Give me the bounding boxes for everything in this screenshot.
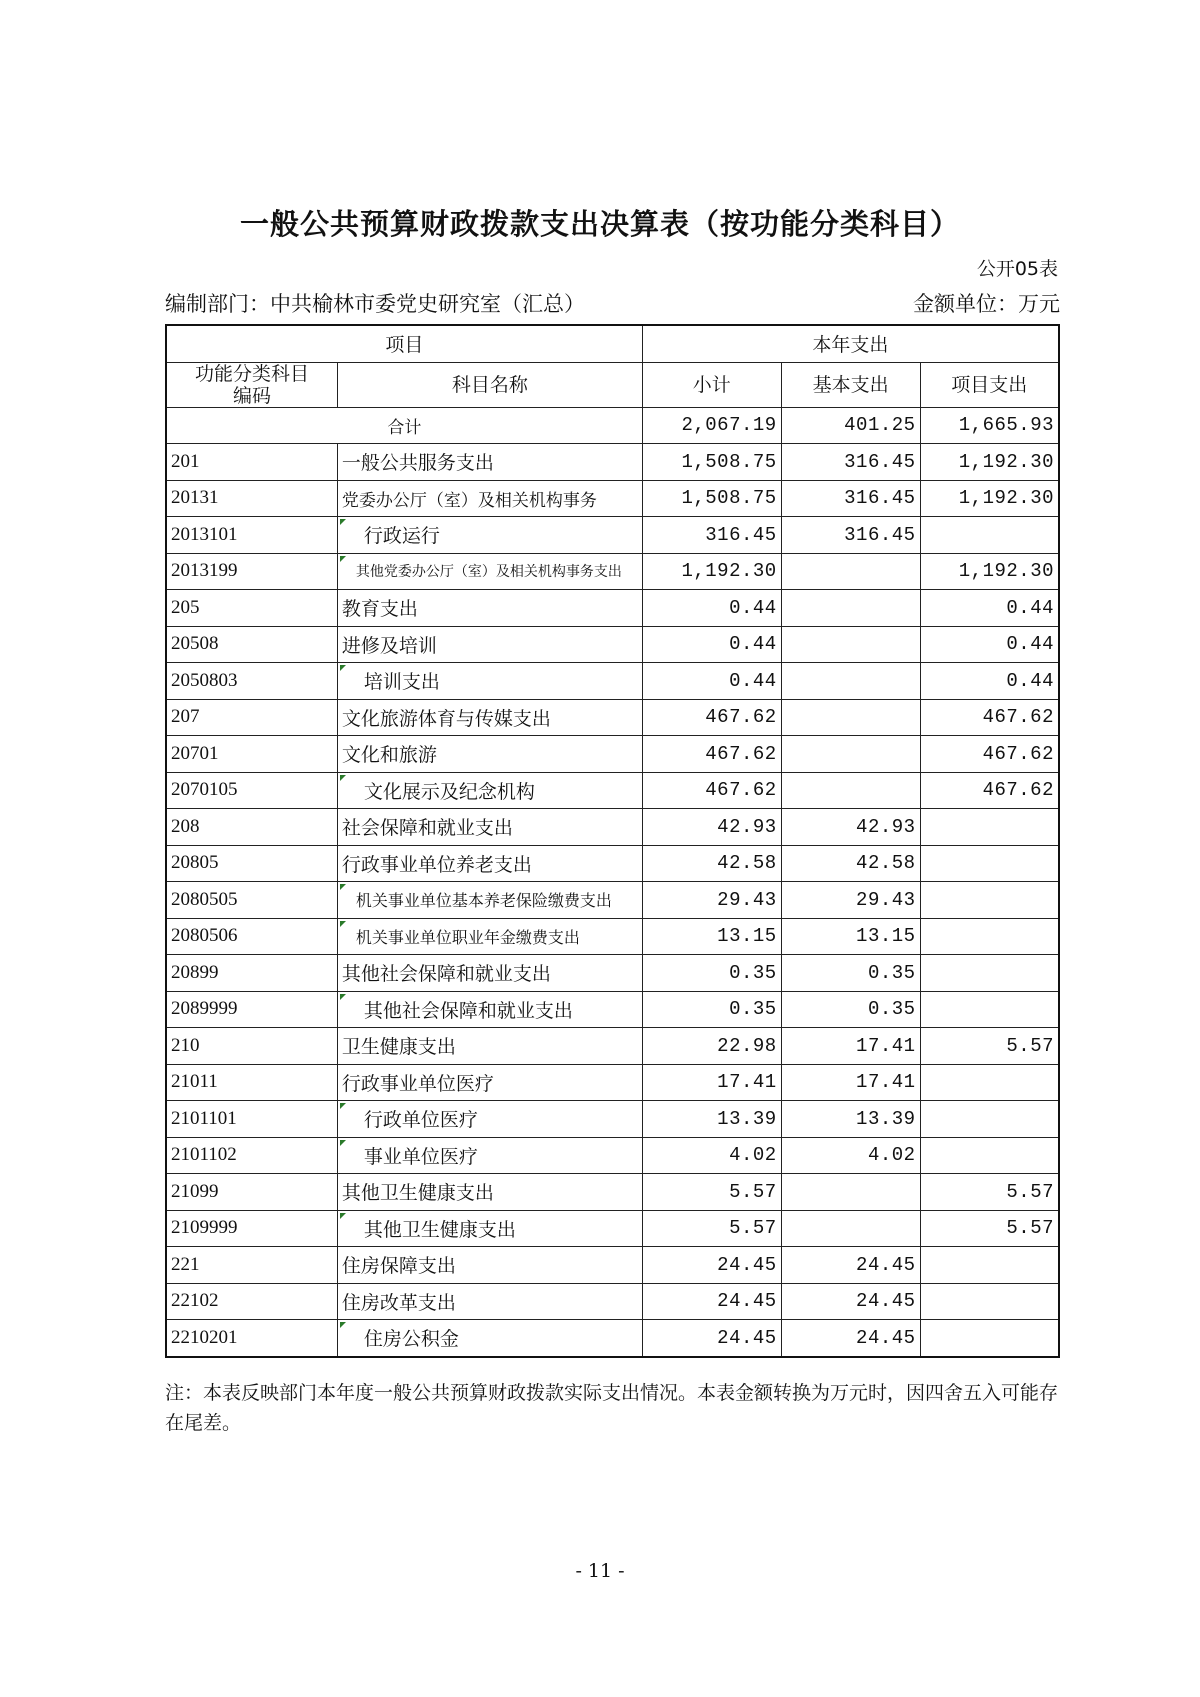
- row-project: 0.44: [920, 626, 1059, 663]
- row-code: 2050803: [166, 663, 337, 700]
- header-current-year: 本年支出: [642, 325, 1059, 362]
- row-code: 208: [166, 809, 337, 846]
- row-subtotal: 29.43: [642, 882, 781, 919]
- row-project: 0.44: [920, 590, 1059, 627]
- row-subtotal: 0.44: [642, 626, 781, 663]
- row-subtotal: 13.39: [642, 1101, 781, 1138]
- row-basic: [781, 1210, 920, 1247]
- department-label: 编制部门：中共榆林市委党史研究室（汇总）: [165, 292, 585, 316]
- row-code: 207: [166, 699, 337, 736]
- row-name: 其他卫生健康支出: [337, 1174, 642, 1211]
- table-row: [166, 1101, 1059, 1138]
- row-name: 其他社会保障和就业支出: [337, 955, 642, 992]
- row-code: 2070105: [166, 772, 337, 809]
- row-name: 机关事业单位基本养老保险缴费支出: [337, 882, 642, 919]
- row-name: 卫生健康支出: [337, 1028, 642, 1065]
- table-row: [166, 736, 1059, 773]
- footnote: 注：本表反映部门本年度一般公共预算财政拨款实际支出情况。本表金额转换为万元时，因四舍五入可能存在尾差。: [165, 1382, 1059, 1434]
- row-code: 20805: [166, 845, 337, 882]
- row-subtotal: 22.98: [642, 1028, 781, 1065]
- row-basic: [781, 626, 920, 663]
- row-code: 2080506: [166, 918, 337, 955]
- row-project: [920, 517, 1059, 554]
- row-basic: [781, 736, 920, 773]
- row-subtotal: 17.41: [642, 1064, 781, 1101]
- total-row: [166, 407, 1059, 444]
- row-name: 党委办公厅（室）及相关机构事务: [337, 480, 642, 517]
- row-basic: 316.45: [781, 444, 920, 481]
- table-row: [166, 553, 1059, 590]
- row-code: 22102: [166, 1283, 337, 1320]
- row-project: 5.57: [920, 1210, 1059, 1247]
- table-row: [166, 699, 1059, 736]
- header-name: 科目名称: [337, 362, 642, 407]
- table-row: [166, 955, 1059, 992]
- row-basic: 316.45: [781, 517, 920, 554]
- row-basic: 0.35: [781, 955, 920, 992]
- row-code: 2089999: [166, 991, 337, 1028]
- table-row: [166, 1174, 1059, 1211]
- row-project: [920, 882, 1059, 919]
- row-code: 20701: [166, 736, 337, 773]
- table-row: [166, 1064, 1059, 1101]
- row-basic: 17.41: [781, 1064, 920, 1101]
- row-code: 20899: [166, 955, 337, 992]
- row-code: 205: [166, 590, 337, 627]
- row-basic: 0.35: [781, 991, 920, 1028]
- row-basic: 24.45: [781, 1320, 920, 1357]
- row-subtotal: 467.62: [642, 699, 781, 736]
- row-code: 2101102: [166, 1137, 337, 1174]
- row-project: [920, 1247, 1059, 1284]
- table-row: [166, 809, 1059, 846]
- total-basic: 401.25: [781, 407, 920, 444]
- table-row: [166, 918, 1059, 955]
- row-name: 其他社会保障和就业支出: [337, 991, 642, 1028]
- row-code: 21099: [166, 1174, 337, 1211]
- row-subtotal: 24.45: [642, 1247, 781, 1284]
- row-subtotal: 5.57: [642, 1210, 781, 1247]
- row-code: 221: [166, 1247, 337, 1284]
- row-subtotal: 1,508.75: [642, 444, 781, 481]
- table-row: [166, 1247, 1059, 1284]
- row-basic: [781, 699, 920, 736]
- row-project: 1,192.30: [920, 444, 1059, 481]
- row-name: 事业单位医疗: [337, 1137, 642, 1174]
- row-subtotal: 4.02: [642, 1137, 781, 1174]
- row-subtotal: 0.35: [642, 955, 781, 992]
- header-project-expense: 项目支出: [920, 362, 1059, 407]
- row-code: 2210201: [166, 1320, 337, 1357]
- row-name: 行政事业单位养老支出: [337, 845, 642, 882]
- form-code: 公开05表: [976, 258, 1058, 280]
- row-code: 2013199: [166, 553, 337, 590]
- row-basic: [781, 590, 920, 627]
- row-code: 2080505: [166, 882, 337, 919]
- row-subtotal: 13.15: [642, 918, 781, 955]
- table-row: [166, 444, 1059, 481]
- row-subtotal: 24.45: [642, 1283, 781, 1320]
- row-project: 1,192.30: [920, 553, 1059, 590]
- header-code: [166, 362, 337, 407]
- document-title: 一般公共预算财政拨款支出决算表（按功能分类科目）: [239, 207, 960, 241]
- total-project: 1,665.93: [920, 407, 1059, 444]
- row-project: 467.62: [920, 736, 1059, 773]
- row-basic: 29.43: [781, 882, 920, 919]
- row-name: 文化和旅游: [337, 736, 642, 773]
- row-project: [920, 1283, 1059, 1320]
- row-subtotal: 316.45: [642, 517, 781, 554]
- table-row: [166, 882, 1059, 919]
- row-subtotal: 467.62: [642, 772, 781, 809]
- row-basic: 13.15: [781, 918, 920, 955]
- row-project: [920, 1320, 1059, 1357]
- row-name: 其他卫生健康支出: [337, 1210, 642, 1247]
- table-row: [166, 1028, 1059, 1065]
- row-basic: 24.45: [781, 1283, 920, 1320]
- header-code-text: 功能分类科目编码: [194, 362, 309, 407]
- row-project: [920, 991, 1059, 1028]
- row-project: [920, 809, 1059, 846]
- row-project: 1,192.30: [920, 480, 1059, 517]
- row-code: 20508: [166, 626, 337, 663]
- row-project: 5.57: [920, 1028, 1059, 1065]
- row-basic: [781, 772, 920, 809]
- row-name: 行政运行: [337, 517, 642, 554]
- row-name: 其他党委办公厅（室）及相关机构事务支出: [337, 553, 642, 590]
- page-number: - 11 -: [575, 1560, 625, 1582]
- table-row: [166, 772, 1059, 809]
- row-project: 0.44: [920, 663, 1059, 700]
- table-row: [166, 991, 1059, 1028]
- row-name: 住房公积金: [337, 1320, 642, 1357]
- row-basic: 13.39: [781, 1101, 920, 1138]
- row-name: 文化展示及纪念机构: [337, 772, 642, 809]
- row-subtotal: 5.57: [642, 1174, 781, 1211]
- total-subtotal: 2,067.19: [642, 407, 781, 444]
- table-row: [166, 1137, 1059, 1174]
- row-name: 住房改革支出: [337, 1283, 642, 1320]
- row-code: 21011: [166, 1064, 337, 1101]
- row-name: 教育支出: [337, 590, 642, 627]
- row-code: 210: [166, 1028, 337, 1065]
- row-name: 机关事业单位职业年金缴费支出: [337, 918, 642, 955]
- table-row: [166, 590, 1059, 627]
- header-subtotal: 小计: [642, 362, 781, 407]
- row-project: [920, 918, 1059, 955]
- row-subtotal: 42.58: [642, 845, 781, 882]
- row-subtotal: 0.44: [642, 590, 781, 627]
- row-subtotal: 467.62: [642, 736, 781, 773]
- row-name: 培训支出: [337, 663, 642, 700]
- row-basic: [781, 663, 920, 700]
- table-row: [166, 626, 1059, 663]
- row-name: 住房保障支出: [337, 1247, 642, 1284]
- row-subtotal: 1,508.75: [642, 480, 781, 517]
- row-subtotal: 42.93: [642, 809, 781, 846]
- table-row: [166, 1283, 1059, 1320]
- row-basic: 316.45: [781, 480, 920, 517]
- row-subtotal: 0.44: [642, 663, 781, 700]
- row-project: [920, 955, 1059, 992]
- row-code: 2109999: [166, 1210, 337, 1247]
- row-basic: 4.02: [781, 1137, 920, 1174]
- row-name: 行政单位医疗: [337, 1101, 642, 1138]
- row-basic: 17.41: [781, 1028, 920, 1065]
- total-label: 合计: [166, 407, 642, 444]
- row-basic: [781, 1174, 920, 1211]
- expenditure-table: [165, 324, 1060, 1358]
- row-name: 进修及培训: [337, 626, 642, 663]
- row-name: 文化旅游体育与传媒支出: [337, 699, 642, 736]
- header-basic: 基本支出: [781, 362, 920, 407]
- row-subtotal: 24.45: [642, 1320, 781, 1357]
- row-project: [920, 845, 1059, 882]
- table-row: [166, 1320, 1059, 1357]
- table-row: [166, 480, 1059, 517]
- row-code: 2101101: [166, 1101, 337, 1138]
- row-basic: 42.58: [781, 845, 920, 882]
- amount-unit-label: 金额单位：万元: [913, 292, 1060, 316]
- row-basic: 42.93: [781, 809, 920, 846]
- table-row: [166, 663, 1059, 700]
- row-name: 行政事业单位医疗: [337, 1064, 642, 1101]
- table-row: [166, 517, 1059, 554]
- row-project: [920, 1064, 1059, 1101]
- row-project: 467.62: [920, 699, 1059, 736]
- row-subtotal: 1,192.30: [642, 553, 781, 590]
- row-project: 5.57: [920, 1174, 1059, 1211]
- row-code: 2013101: [166, 517, 337, 554]
- row-code: 20131: [166, 480, 337, 517]
- row-name: 社会保障和就业支出: [337, 809, 642, 846]
- row-basic: 24.45: [781, 1247, 920, 1284]
- row-subtotal: 0.35: [642, 991, 781, 1028]
- row-project: 467.62: [920, 772, 1059, 809]
- row-name: 一般公共服务支出: [337, 444, 642, 481]
- table-row: [166, 1210, 1059, 1247]
- row-project: [920, 1101, 1059, 1138]
- row-basic: [781, 553, 920, 590]
- table-row: [166, 845, 1059, 882]
- row-project: [920, 1137, 1059, 1174]
- header-project: 项目: [166, 325, 642, 362]
- row-code: 201: [166, 444, 337, 481]
